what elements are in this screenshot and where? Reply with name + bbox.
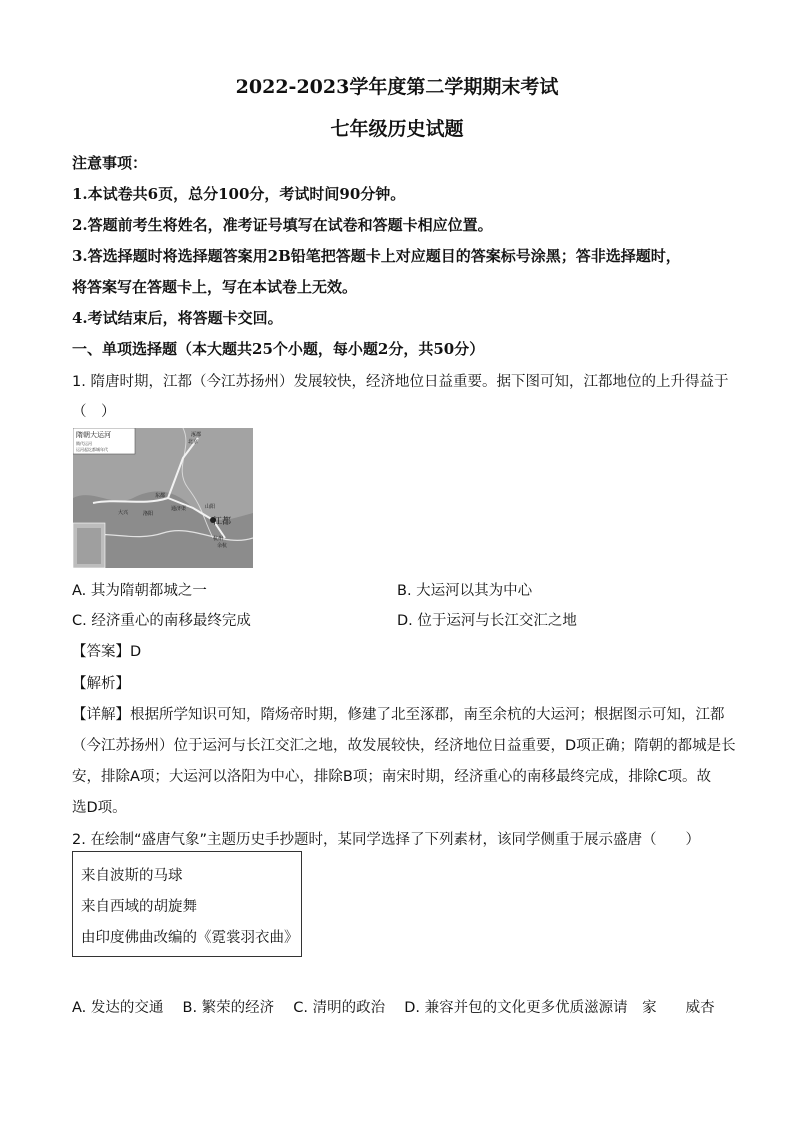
exam-title: 2022-2023学年度第二学期期末考试 (235, 76, 559, 98)
grand-canal-map-drawing (73, 428, 253, 568)
map-title: 隋朝大运河 (76, 431, 111, 439)
material-item: 来自波斯的马球 (81, 868, 183, 884)
map-legend: 隋代运河 (76, 441, 92, 446)
notes-item: 1.本试卷共6页，总分100分，考试时间90分钟。 (72, 185, 406, 203)
question-1-option-c: C. 经济重心的南移最终完成 (72, 613, 251, 629)
exam-subtitle: 七年级历史试题 (330, 118, 464, 140)
map-label: 北京 (188, 439, 199, 445)
notes-item: 2.答题前考生将姓名，准考证号填写在试卷和答题卡相应位置。 (72, 216, 493, 234)
material-item: 由印度佛曲改编的《霓裳羽衣曲》 (81, 930, 299, 946)
question-1-option-b: B. 大运河以其为中心 (397, 583, 533, 599)
map-label: 通济渠 (171, 506, 187, 512)
question-1-detail-line: 安，排除A项；大运河以洛阳为中心，排除B项；南宋时期，经济重心的南移最终完成，排除C项。故 (72, 769, 711, 785)
question-1-detail-line: 选D项。 (72, 800, 127, 816)
material-item: 来自西域的胡旋舞 (81, 899, 197, 915)
notes-item: 3.答选择题时将选择题答案用2B铅笔把答题卡上对应题目的答案标号涂黑；答非选择题时， (72, 247, 681, 265)
grand-canal-map (73, 428, 253, 568)
question-1-answer: 【答案】D (72, 644, 142, 660)
map-label: 东都 (155, 493, 166, 499)
section-heading: 一、单项选择题（本大题共25个小题，每小题2分，共50分） (72, 340, 485, 358)
notes-heading: 注意事项： (72, 154, 148, 172)
notes-item: 4.考试结束后，将答题卡交回。 (72, 309, 283, 327)
map-label: 涿郡 (191, 432, 202, 438)
question-1-option-d: D. 位于运河与长江交汇之地 (397, 613, 577, 629)
map-label: 余杭 (217, 543, 228, 549)
notes-item: 将答案写在答题卡上，写在本试卷上无效。 (72, 278, 358, 296)
question-1-detail-line: （今江苏扬州）位于运河与长江交汇之地，故发展较快，经济地位日益重要，D项正确；隋朝的都城是长 (72, 738, 736, 754)
question-1-stem: 1. 隋唐时期，江都（今江苏扬州）发展较快，经济地位日益重要。据下图可知，江都地位的上升得益于 (72, 374, 729, 390)
question-1-detail-line: 【详解】根据所学知识可知，隋炀帝时期，修建了北至涿郡，南至余杭的大运河；根据图示可知，江都 (72, 707, 725, 723)
map-label: 大兴 (118, 510, 129, 516)
question-1-analysis-label: 【解析】 (72, 676, 130, 692)
map-label: 杭州 (213, 536, 224, 542)
question-2-stem: 2. 在绘制“盛唐气象”主题历史手抄题时，某同学选择了下列素材，该同学侧重于展示盛唐（ ） (72, 832, 700, 848)
map-legend: 运河起讫都城年代 (76, 447, 108, 452)
map-label: 山阳 (205, 504, 216, 510)
question-2-options: A. 发达的交通 B. 繁荣的经济 C. 清明的政治 D. 兼容并包的文化更多优质滋源请 家 威杏 (72, 1000, 715, 1016)
question-1-stem-blank: （ ） (72, 404, 116, 420)
map-label: 江都 (213, 517, 232, 527)
question-2-material-box (72, 851, 302, 957)
question-1-option-a: A. 其为隋朝都城之一 (72, 583, 207, 599)
map-label: 洛阳 (143, 511, 154, 517)
